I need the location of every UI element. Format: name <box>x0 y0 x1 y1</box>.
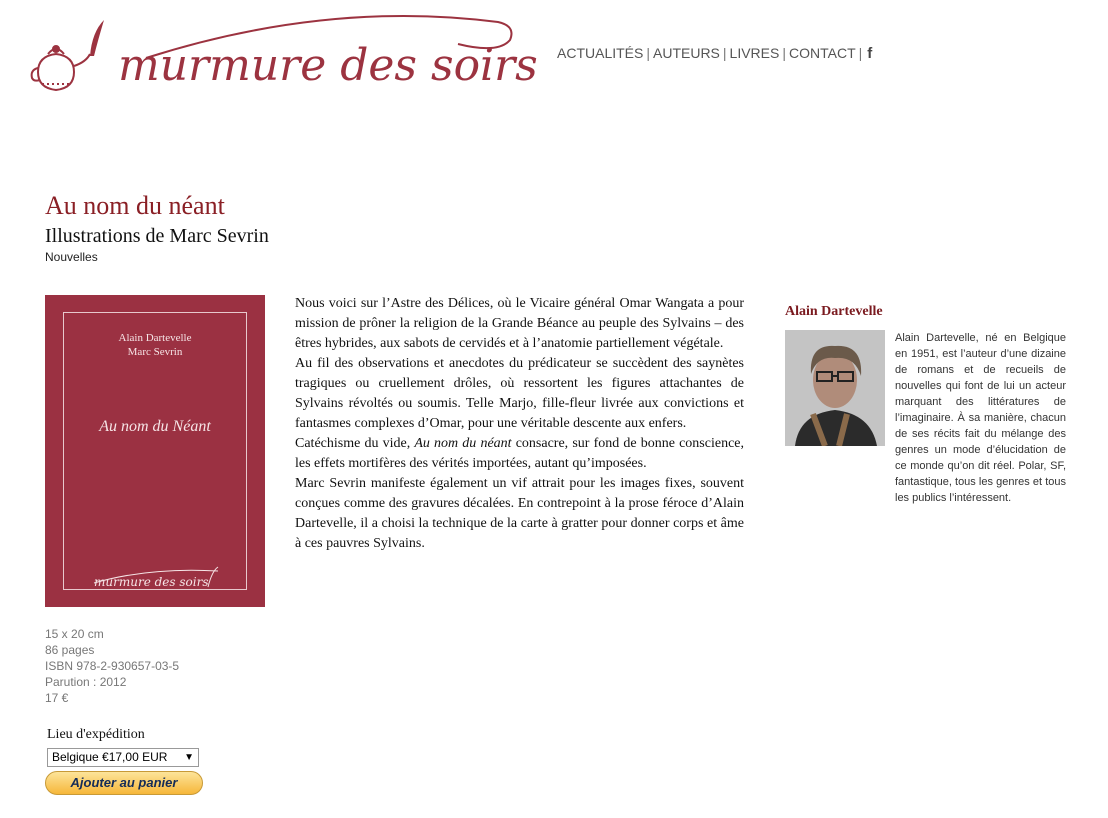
nav-authors-link[interactable]: AUTEURS <box>653 45 720 61</box>
author-photo <box>785 330 885 446</box>
nav-separator: | <box>858 45 863 61</box>
author-name[interactable]: Alain Dartevelle <box>785 304 883 319</box>
description-paragraph: Marc Sevrin manifeste également un vif attrait pour les images fixes, souvent conçues comme des gravures décalées. En contrepoint à la prose féroce d’Alain Dartevelle, il a choisi la technique de la carte à gratter pour donner corps et âme à ces pauvres Sylvains. <box>295 476 744 551</box>
facebook-icon[interactable]: f <box>867 45 873 62</box>
nav-books-link[interactable]: LIVRES <box>729 45 780 61</box>
book-format: 15 x 20 cm <box>45 627 104 641</box>
nav-separator: | <box>722 45 727 61</box>
cover-title: Au nom du Néant <box>99 418 211 435</box>
book-price: 17 € <box>45 691 69 705</box>
main-nav <box>557 45 872 62</box>
cover-publisher: murmure des soirs <box>94 575 209 589</box>
cover-author-1: Alain Dartevelle <box>118 332 192 344</box>
logo-text: murmure des soirs <box>118 40 538 91</box>
description-italic-title: Au nom du néant <box>414 436 512 451</box>
book-title: Au nom du néant <box>45 191 225 220</box>
nav-news-link[interactable]: ACTUALITÉS <box>557 45 644 61</box>
cover-authors <box>45 331 265 359</box>
description-text: consacre, sur fond de bonne conscience, les effets mortifères des vérités importées, autant qu’imposées. <box>295 436 745 471</box>
add-to-cart-button[interactable]: Ajouter au panier <box>45 771 203 795</box>
site-logo[interactable] <box>28 10 538 100</box>
shipping-select[interactable] <box>47 748 199 767</box>
dropdown-arrow-icon: ▼ <box>184 752 194 763</box>
book-cover <box>45 295 265 607</box>
book-details <box>45 626 179 706</box>
description-paragraph: Au fil des observations et anecdotes du prédicateur se succèdent des saynètes tragiques ou cruellement drôles, où ressortent les figures attachantes de Sylvains révoltés ou soumis. Telle Marjo, fille-fleur livrée aux convictions et fantasmes complexes d’Omar, pour une véritable descente aux enfers. <box>295 356 744 431</box>
book-subtitle: Illustrations de Marc Sevrin <box>45 225 269 247</box>
description-paragraph: Nous voici sur l’Astre des Délices, où le Vicaire général Omar Wangata a pour mission de prôner la religion de la Grande Béance au peuple des Sylvains – des êtres hybrides, aux sabots de cervidés et à l’anatomie partiellement végétale. <box>295 296 744 351</box>
book-genre: Nouvelles <box>45 250 98 264</box>
book-pages: 86 pages <box>45 643 95 657</box>
shipping-selected-value: Belgique €17,00 EUR <box>52 750 168 764</box>
author-bio: Alain Dartevelle, né en Belgique en 1951, est l’auteur d’une dizaine de romans et de recueils de nouvelles qui font de lui un acteur marquant des littératures de l’imaginaire. À sa manière, chacun de ses récits fait du mélange des genres un mode d’élucidation de ce monde qu’on dit réel. Polar, SF, fantastique, tous les genres et tous les publics l’intéressent. <box>895 332 1066 504</box>
cover-author-2: Marc Sevrin <box>127 346 183 358</box>
description-text: Catéchisme du vide, <box>295 436 415 451</box>
cover-publisher-logo <box>90 565 225 595</box>
shipping-label: Lieu d'expédition <box>47 727 145 742</box>
book-release: Parution : 2012 <box>45 675 127 689</box>
nav-separator: | <box>782 45 786 61</box>
book-description <box>295 294 744 554</box>
nav-separator: | <box>646 45 650 61</box>
nav-contact-link[interactable]: CONTACT <box>789 45 856 61</box>
description-paragraph <box>295 434 744 474</box>
book-isbn: ISBN 978-2-930657-03-5 <box>45 659 180 673</box>
